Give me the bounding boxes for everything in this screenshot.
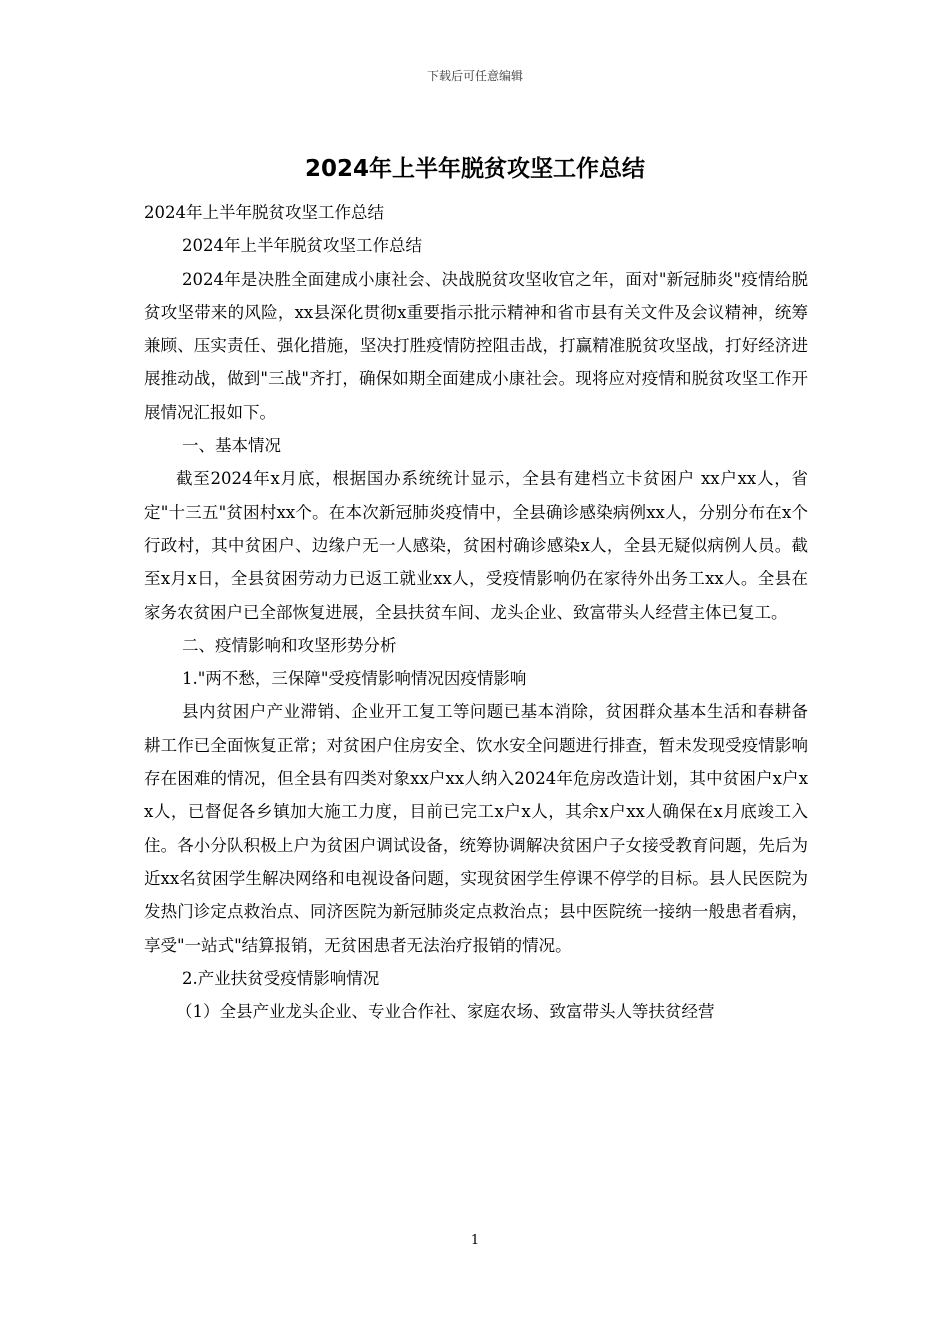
paragraph-impact-details: 县内贫困户产业滞销、企业开工复工等问题已基本消除，贫困群众基本生活和春耕备耕工作已全面恢复正常；对贫困户住房安全、饮水安全问题进行排查，暂未发现受疫情影响存在困难的情况，但全县有四类对象xx户xx人纳入2024年危房改造计划，其中贫困户x户xx人，已督促各乡镇加大施工力度，目前已完工x户x人，其余x户xx人确保在x月底竣工入住。各小分队积极上户为贫困户调试设备，统筹协调解决贫困户子女接受教育问题，先后为近xx名贫困学生解决网络和电视设备问题，实现贫困学生停课不停学的目标。县人民医院为发热门诊定点救治点、同济医院为新冠肺炎定点救治点；县中医院统一接纳一般患者看病，享受"一站式"结算报销，无贫困患者无法治疗报销的情况。	[144, 702, 808, 955]
paragraph-basic-situation: 截至2024年x月底，根据国办系统统计显示，全县有建档立卡贫困户 xx户xx人，省定"十三五"贫困村xx个。在本次新冠肺炎疫情中，全县确诊感染病例xx人，分别分布在x个行政村，其中贫困户、边缘户无一人感染，贫困村确诊感染x人，全县无疑似病例人员。截至x月x日，全县贫困劳动力已返工就业xx人，受疫情影响仍在家待外出务工xx人。全县在家务农贫困户已全部恢复进展，全县扶贫车间、龙头企业、致富带头人经营主体已复工。	[144, 469, 808, 622]
subsection-heading-2: 2.产业扶贫受疫情影响情况	[182, 968, 380, 988]
paragraph-industry-item-1: （1）全县产业龙头企业、专业合作社、家庭农场、致富带头人等扶贫经营	[176, 1002, 715, 1022]
section-heading-basic-situation: 一、基本情况	[182, 436, 281, 456]
subsection-heading-1: 1."两不愁，三保障"受疫情影响情况因疫情影响	[182, 669, 527, 689]
page-number: 1	[470, 1233, 480, 1248]
paragraph-intro: 2024年是决胜全面建成小康社会、决战脱贫攻坚收官之年，面对"新冠肺炎"疫情给脱贫攻坚带来的风险，xx县深化贯彻x重要指示批示精神和省市县有关文件及会议精神，统筹兼顾、压实责任、强化措施，坚决打胜疫情防控阻击战，打赢精准脱贫攻坚战，打好经济进展推动战，做到"三战"齐打，确保如期全面建成小康社会。现将应对疫情和脱贫攻坚工作开展情况汇报如下。	[144, 269, 808, 422]
document-body	[144, 196, 808, 1028]
section-heading-impact-analysis: 二、疫情影响和攻坚形势分析	[182, 635, 397, 655]
paragraph-subtitle-indented: 2024年上半年脱贫攻坚工作总结	[182, 236, 422, 256]
paragraph-subtitle: 2024年上半年脱贫攻坚工作总结	[144, 203, 384, 222]
page-header-note: 下载后可任意编辑	[426, 69, 523, 83]
document-title: 2024年上半年脱贫攻坚工作总结	[304, 156, 645, 182]
